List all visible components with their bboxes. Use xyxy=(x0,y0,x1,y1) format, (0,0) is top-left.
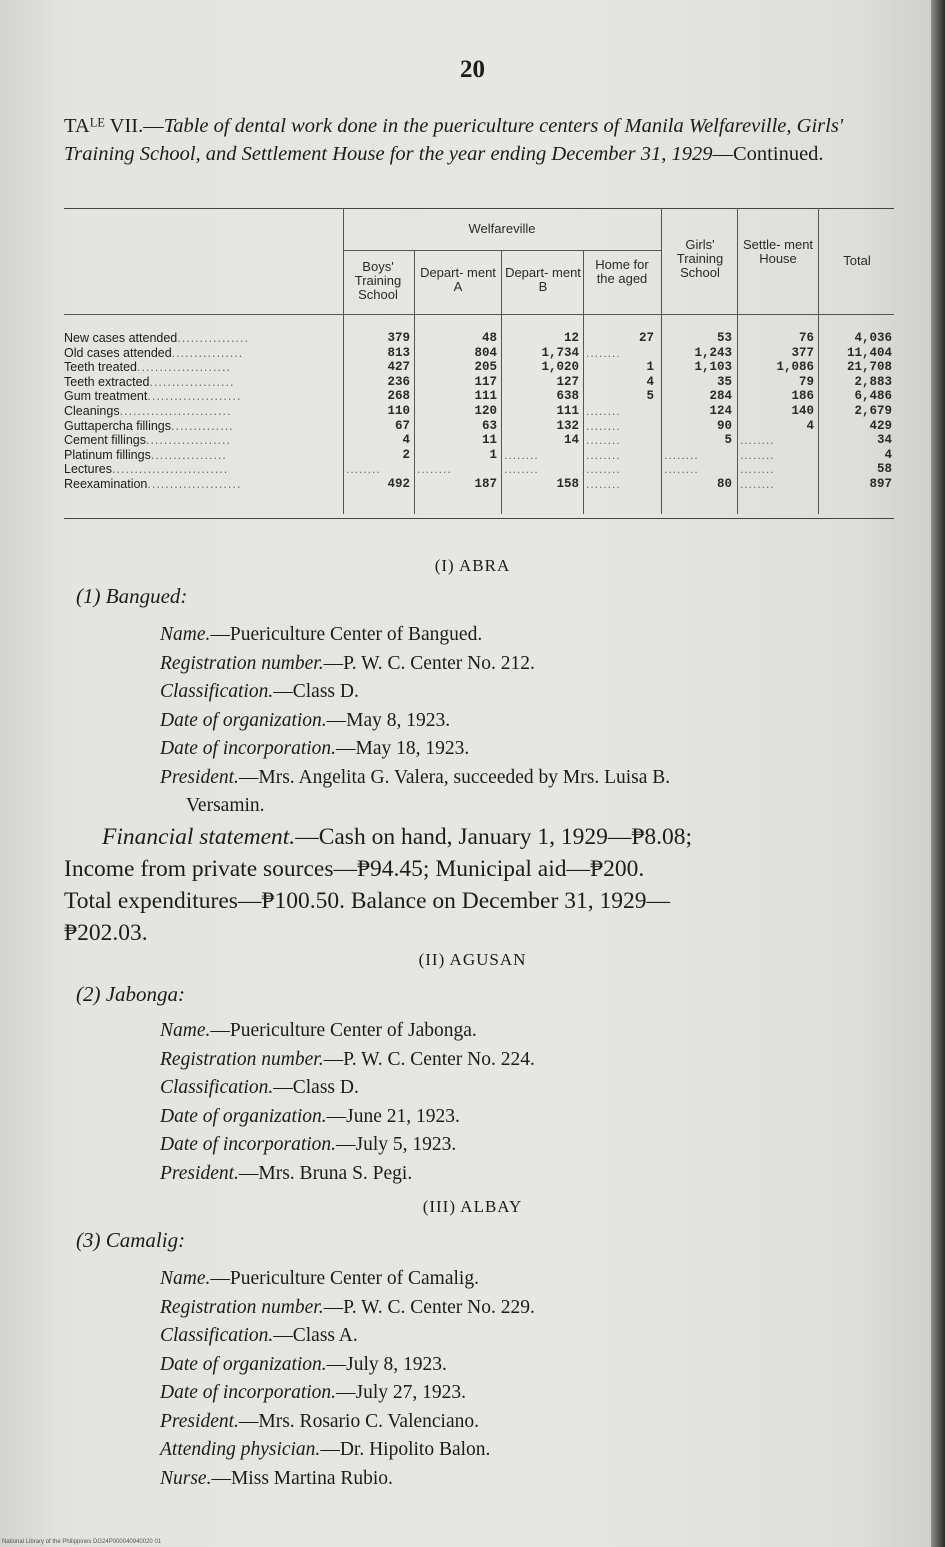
field-key: President. xyxy=(160,766,239,788)
table-cell: 34 xyxy=(876,433,892,448)
table-cell: 27 xyxy=(638,331,654,345)
empty-cell: ........ xyxy=(504,447,539,462)
table-cell: 1,086 xyxy=(776,360,814,375)
field-value: —July 8, 1923. xyxy=(326,1353,447,1375)
table-cell: 2,883 xyxy=(854,374,892,389)
info-field xyxy=(160,1409,479,1435)
col-divider xyxy=(737,208,738,514)
info-field xyxy=(160,1437,490,1463)
leader-dots: ..................... xyxy=(136,360,231,375)
info-field xyxy=(160,1104,460,1130)
table-continued: —Continued. xyxy=(712,143,824,165)
field-value: —May 8, 1923. xyxy=(326,709,451,731)
table-cell: 132 xyxy=(556,418,579,433)
info-field xyxy=(160,1380,466,1406)
dental-work-table xyxy=(64,208,894,518)
row-label-text: Lectures xyxy=(64,462,112,477)
field-value: —Mrs. Bruna S. Pegi. xyxy=(238,1162,413,1184)
col-header: Home for the aged xyxy=(595,257,649,286)
empty-cell: ........ xyxy=(504,462,539,477)
table-cell: 79 xyxy=(798,374,814,389)
table-label: TAᴸᴱ VII.— xyxy=(64,115,164,137)
table-cell: 63 xyxy=(481,418,497,433)
welfareville-header: Welfareville xyxy=(468,221,536,236)
financial-statement-line xyxy=(64,854,894,885)
leader-dots: ................. xyxy=(150,447,227,462)
leader-dots: ......................... xyxy=(119,404,232,418)
empty-cell: ........ xyxy=(740,462,775,477)
field-key: Nurse. xyxy=(160,1467,212,1489)
row-label-text: Reexamination xyxy=(64,477,148,491)
table-cell: 1 xyxy=(489,447,497,462)
financial-statement-line xyxy=(64,918,894,949)
info-field xyxy=(160,1161,412,1187)
table-cell: 429 xyxy=(869,418,892,433)
field-key: Name. xyxy=(160,1020,211,1041)
table-cell: 4 xyxy=(806,418,814,433)
table-row-label xyxy=(64,449,227,461)
table-cell: 4 xyxy=(884,447,892,462)
table-cell: 377 xyxy=(791,345,814,360)
table-cell: 1,243 xyxy=(694,345,732,360)
table-cell: 2,679 xyxy=(854,404,892,418)
financial-statement-label: Financial statement. xyxy=(102,824,296,850)
field-key: Date of organization. xyxy=(160,1353,327,1375)
field-key: Registration number. xyxy=(160,1296,324,1318)
table-cell: 1,103 xyxy=(694,360,732,375)
table-cell: 21,708 xyxy=(846,360,892,375)
field-key: President. xyxy=(160,1410,239,1432)
table-cell: 1 xyxy=(646,360,654,375)
field-value: —July 27, 1923. xyxy=(336,1382,467,1403)
table-cell: 124 xyxy=(709,404,732,418)
field-key: Attending physician. xyxy=(160,1439,321,1460)
financial-statement-line xyxy=(64,886,894,917)
table-cell: 158 xyxy=(556,477,579,491)
col-divider xyxy=(818,208,819,514)
row-label-text: Old cases attended xyxy=(64,345,172,360)
table-cell: 4,036 xyxy=(854,331,892,345)
table-cell: 140 xyxy=(791,404,814,418)
financial-text: ₱202.03. xyxy=(64,920,148,946)
field-value: —P. W. C. Center No. 229. xyxy=(323,1296,535,1318)
table-row-label xyxy=(64,478,241,490)
table-cell: 205 xyxy=(474,360,497,375)
table-row-label xyxy=(64,420,234,432)
field-key: Classification. xyxy=(160,1077,274,1098)
field-key: Name. xyxy=(160,624,211,645)
field-value: —Puericulture Center of Camalig. xyxy=(210,1268,479,1289)
row-label-text: Teeth extracted xyxy=(64,374,150,389)
table-row-label xyxy=(64,463,228,475)
table-row-label xyxy=(64,434,231,446)
table-row-label xyxy=(64,390,241,402)
field-key: Date of organization. xyxy=(160,1105,327,1127)
table-cell: 4 xyxy=(646,374,654,389)
col-header: Depart- ment A xyxy=(420,265,496,294)
leader-dots: .............. xyxy=(171,418,234,433)
table-cell: 53 xyxy=(716,331,732,345)
field-key: Name. xyxy=(160,1268,211,1289)
info-field xyxy=(186,793,265,819)
info-field xyxy=(160,679,359,705)
empty-cell: ........ xyxy=(740,447,775,462)
table-cell: 35 xyxy=(716,374,732,389)
field-value: —Mrs. Angelita G. Valera, succeeded by Mrs. Luisa B. xyxy=(238,766,671,788)
table-cell: 76 xyxy=(798,331,814,345)
financial-text: —Cash on hand, January 1, 1929—₱8.08; xyxy=(295,824,693,850)
empty-cell: ........ xyxy=(417,462,452,477)
leader-dots: ..................... xyxy=(147,389,242,404)
table-cell: 1,734 xyxy=(541,345,579,360)
field-value: —Class D. xyxy=(273,1077,359,1098)
leader-dots: ................ xyxy=(177,331,249,345)
table-row-label xyxy=(64,376,234,388)
table-cell: 268 xyxy=(387,389,410,404)
row-label-text: Gum treatment xyxy=(64,389,148,404)
field-key: Registration number. xyxy=(160,652,324,674)
field-key: Classification. xyxy=(160,1325,274,1346)
table-cell: 12 xyxy=(563,331,579,345)
table-cell: 427 xyxy=(387,360,410,375)
info-field xyxy=(160,1352,447,1378)
info-field xyxy=(160,1295,535,1321)
table-cell: 1,020 xyxy=(541,360,579,375)
info-field xyxy=(160,651,535,677)
field-value: —P. W. C. Center No. 224. xyxy=(323,1048,535,1070)
info-field xyxy=(160,1132,456,1158)
table-cell: 5 xyxy=(646,389,654,404)
empty-cell: ........ xyxy=(664,447,699,462)
row-label-text: Platinum fillings xyxy=(64,447,151,462)
table-cell: 187 xyxy=(474,477,497,491)
table-cell: 897 xyxy=(869,477,892,491)
info-field xyxy=(160,1323,358,1349)
empty-cell: ........ xyxy=(586,462,621,477)
empty-cell: ........ xyxy=(586,477,621,491)
table-cell: 48 xyxy=(481,331,497,345)
field-value: —May 18, 1923. xyxy=(336,738,470,759)
table-cell: 110 xyxy=(387,404,410,418)
financial-statement-line xyxy=(102,822,932,853)
table-cell: 6,486 xyxy=(854,389,892,404)
table-cell: 117 xyxy=(474,374,497,389)
field-value: —Mrs. Rosario C. Valenciano. xyxy=(238,1410,480,1432)
section-heading: (II) AGUSAN xyxy=(418,950,527,969)
table-caption xyxy=(64,112,896,168)
library-footer: National Library of the Philippines DG24P000040940020 01 xyxy=(2,1539,162,1545)
page-edge-shadow xyxy=(931,0,945,1547)
field-key: President. xyxy=(160,1162,239,1184)
table-cell: 236 xyxy=(387,374,410,389)
table-cell: 11 xyxy=(481,433,497,448)
info-field xyxy=(160,1466,393,1492)
table-row-label xyxy=(64,361,231,373)
field-key: Date of incorporation. xyxy=(160,738,337,759)
col-divider xyxy=(414,250,415,514)
table-cell: 492 xyxy=(387,477,410,491)
table-cell: 67 xyxy=(394,418,410,433)
financial-text: Income from private sources—₱94.45; Municipal aid—₱200. xyxy=(64,856,645,882)
table-cell: 90 xyxy=(716,418,732,433)
info-field xyxy=(160,1075,359,1101)
col-header: Total xyxy=(843,253,871,268)
table-cell: 11,404 xyxy=(846,345,892,360)
row-label-text: New cases attended xyxy=(64,331,178,345)
field-key: Date of incorporation. xyxy=(160,1382,337,1403)
section-heading: (I) ABRA xyxy=(434,556,511,575)
page-number: 20 xyxy=(460,56,485,83)
table-cell: 80 xyxy=(716,477,732,491)
field-value: —Miss Martina Rubio. xyxy=(211,1467,393,1489)
row-label-text: Guttapercha fillings xyxy=(64,418,172,433)
table-cell: 127 xyxy=(556,374,579,389)
place-heading: (1) Bangued: xyxy=(76,584,188,608)
empty-cell: ........ xyxy=(664,462,699,477)
empty-cell: ........ xyxy=(346,462,381,477)
empty-cell: ........ xyxy=(586,418,621,433)
empty-cell: ........ xyxy=(586,345,621,360)
table-cell: 379 xyxy=(387,331,410,345)
field-value: —June 21, 1923. xyxy=(326,1105,460,1127)
table-cell: 4 xyxy=(402,433,410,448)
field-key: Classification. xyxy=(160,681,274,702)
leader-dots: ................... xyxy=(145,433,231,448)
table-bottom-rule xyxy=(64,518,894,519)
col-header: Boys' Training School xyxy=(354,259,402,302)
table-row-label xyxy=(64,405,231,417)
section-heading: (III) ALBAY xyxy=(422,1197,523,1216)
field-value: —July 5, 1923. xyxy=(336,1134,457,1155)
field-value: —P. W. C. Center No. 212. xyxy=(323,652,535,674)
field-value: —Dr. Hipolito Balon. xyxy=(320,1439,491,1460)
field-value: Versamin. xyxy=(186,795,265,816)
table-cell: 120 xyxy=(474,404,497,418)
table-cell: 111 xyxy=(556,404,579,418)
col-header: Girls' Training School xyxy=(676,237,724,280)
place-heading: (2) Jabonga: xyxy=(76,982,186,1006)
field-value: —Puericulture Center of Jabonga. xyxy=(210,1020,477,1041)
leader-dots: .......................... xyxy=(111,462,229,477)
group-header-rule xyxy=(343,250,661,251)
info-field xyxy=(160,1047,535,1073)
leader-dots: ................ xyxy=(171,345,244,360)
info-field xyxy=(160,622,482,648)
financial-text: Total expenditures—₱100.50. Balance on December 31, 1929— xyxy=(64,888,670,914)
row-label-text: Cleanings xyxy=(64,404,120,418)
header-bottom-rule xyxy=(64,314,894,315)
place-heading: (3) Camalig: xyxy=(76,1228,186,1252)
table-cell: 186 xyxy=(791,389,814,404)
col-header: Settle- ment House xyxy=(742,237,814,266)
info-field xyxy=(160,1266,479,1292)
table-cell: 284 xyxy=(709,389,732,404)
table-row-label xyxy=(64,332,249,344)
table-cell: 638 xyxy=(556,389,579,404)
field-key: Registration number. xyxy=(160,1048,324,1070)
leader-dots: ................... xyxy=(149,374,235,389)
empty-cell: ........ xyxy=(740,433,775,448)
table-title: Table of dental work done in the puericulture centers of Manila Welfareville, Girls' Training School, and Settlement House for the year ending December 31, 1929 xyxy=(64,115,844,165)
empty-cell: ........ xyxy=(740,477,775,491)
leader-dots: ..................... xyxy=(147,477,242,491)
field-value: —Class D. xyxy=(273,681,359,702)
col-divider xyxy=(501,250,502,514)
table-cell: 14 xyxy=(563,433,579,448)
field-value: —Class A. xyxy=(273,1325,358,1346)
table-cell: 5 xyxy=(724,433,732,448)
row-label-text: Teeth treated xyxy=(64,360,137,375)
col-header: Depart- ment B xyxy=(505,265,581,294)
info-field xyxy=(160,765,670,791)
empty-cell: ........ xyxy=(586,447,621,462)
empty-cell: ........ xyxy=(586,433,621,448)
info-field xyxy=(160,1018,477,1044)
info-field xyxy=(160,708,450,734)
table-cell: 58 xyxy=(876,462,892,477)
table-row-label xyxy=(64,347,243,359)
table-cell: 111 xyxy=(474,389,497,404)
empty-cell: ........ xyxy=(586,404,621,418)
table-cell: 813 xyxy=(387,345,410,360)
info-field xyxy=(160,736,469,762)
table-cell: 2 xyxy=(402,447,410,462)
field-key: Date of organization. xyxy=(160,709,327,731)
table-cell: 804 xyxy=(474,345,497,360)
field-key: Date of incorporation. xyxy=(160,1134,337,1155)
field-value: —Puericulture Center of Bangued. xyxy=(210,624,483,645)
row-label-text: Cement fillings xyxy=(64,433,146,448)
